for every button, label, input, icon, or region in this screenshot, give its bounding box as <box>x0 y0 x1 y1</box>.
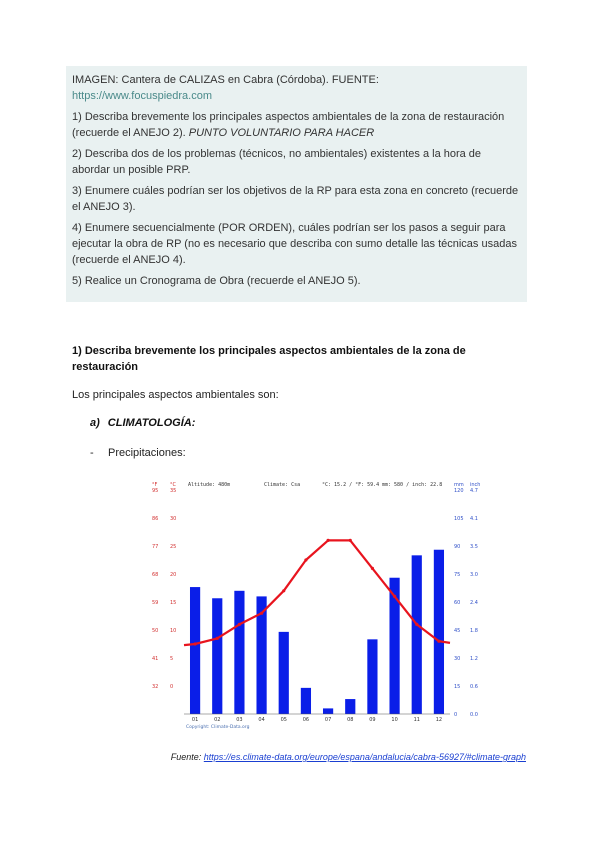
precip-bar <box>345 699 355 714</box>
question-2: 2) Describa dos de los problemas (técnicos, no ambientales) existentes a la hora de abordar un posible PRP. <box>72 148 482 176</box>
ytick-f: 41 <box>152 656 159 662</box>
ytick-inch: 0.6 <box>470 684 478 690</box>
temperature-point <box>371 567 374 570</box>
precip-bar <box>412 555 422 714</box>
bullet-text: Precipitaciones: <box>108 447 186 459</box>
unit-f: °F <box>152 482 158 488</box>
ytick-inch: 4.1 <box>470 516 478 522</box>
ytick-c: 25 <box>170 544 177 550</box>
xtick-label: 08 <box>347 717 354 723</box>
precip-bar <box>367 639 377 714</box>
xtick-label: 11 <box>413 717 420 723</box>
precip-bar <box>434 550 444 714</box>
chart-precip: mm: 580 / inch: 22.8 <box>382 482 443 488</box>
precip-bar <box>212 598 222 714</box>
ytick-f: 95 <box>152 488 159 494</box>
ytick-mm: 60 <box>454 600 461 606</box>
ytick-inch: 1.8 <box>470 628 478 634</box>
temperature-point <box>415 623 418 626</box>
ytick-f: 77 <box>152 544 159 550</box>
temperature-point <box>304 558 307 561</box>
temperature-point <box>349 539 352 542</box>
xtick-label: 07 <box>324 717 332 723</box>
ytick-c: 35 <box>170 488 177 494</box>
image-caption <box>72 72 521 104</box>
ytick-inch: 1.2 <box>470 656 478 662</box>
section-title: 1) Describa brevemente los principales aspectos ambientales de la zona de restauración <box>72 345 466 373</box>
temperature-point <box>282 589 285 592</box>
chart-copyright: Copyright: Climate-Data.org <box>186 725 250 730</box>
subsection-heading <box>90 417 195 429</box>
xtick-label: 01 <box>191 717 199 723</box>
subsection-title: CLIMATOLOGÍA: <box>107 417 196 429</box>
ytick-inch: 3.0 <box>470 572 478 578</box>
ytick-c: 10 <box>170 628 177 634</box>
ytick-mm: 105 <box>454 516 464 522</box>
xtick-label: 10 <box>391 717 398 723</box>
temperature-point <box>238 623 241 626</box>
intro-text: Los principales aspectos ambientales son: <box>72 389 279 401</box>
subsection-label: a) <box>90 417 100 429</box>
image-link[interactable]: https://www.focuspiedra.com <box>72 90 213 102</box>
source-prefix: Fuente: <box>170 752 202 762</box>
ytick-f: 50 <box>152 628 159 634</box>
ytick-mm: 30 <box>454 656 461 662</box>
precip-bar <box>279 632 289 714</box>
question-5: 5) Realice un Cronograma de Obra (recuerde el ANEJO 5). <box>72 275 361 287</box>
xtick-label: 12 <box>435 717 443 723</box>
xtick-label: 04 <box>258 717 265 723</box>
temperature-point <box>260 612 263 615</box>
ytick-c: 15 <box>170 600 177 606</box>
precip-bar <box>389 578 399 714</box>
unit-mm: mm <box>454 482 464 488</box>
ytick-c: 30 <box>170 516 177 522</box>
ytick-inch: 2.4 <box>470 600 478 606</box>
chart-temps: °C: 15.2 / °F: 59.4 <box>322 482 380 488</box>
ytick-mm: 120 <box>454 488 464 494</box>
chart-altitude: Altitude: 480m <box>188 482 231 488</box>
ytick-c: 20 <box>170 572 177 578</box>
xtick-label: 06 <box>302 717 310 723</box>
source-link[interactable]: https://es.climate-data.org/europe/espana/andalucia/cabra-56927/#climate-graph <box>203 752 526 762</box>
ytick-inch: 3.5 <box>470 544 478 550</box>
ytick-c: 0 <box>170 684 174 690</box>
bullet-dash: - <box>90 447 94 459</box>
xtick-label: 02 <box>214 717 221 723</box>
unit-c: °C <box>170 482 176 488</box>
precip-bar <box>190 587 200 714</box>
ytick-mm: 15 <box>454 684 461 690</box>
ytick-mm: 90 <box>454 544 461 550</box>
unit-inch: inch <box>470 482 481 488</box>
ytick-f: 32 <box>152 684 159 690</box>
ytick-f: 86 <box>152 516 159 522</box>
ytick-c: 5 <box>170 656 174 662</box>
xtick-label: 03 <box>236 717 243 723</box>
question-4: 4) Enumere secuencialmente (POR ORDEN), cuáles podrían ser los pasos a seguir para ejecutar la obra de RP (no es necesario que describa con sumo detalle las técnicas usadas (recuerde el ANEJO 4). <box>72 222 517 266</box>
climate-chart <box>140 474 486 736</box>
chart-climate: Climate: Csa <box>264 482 301 488</box>
ytick-inch: 0.0 <box>470 712 478 718</box>
xtick-label: 05 <box>280 717 287 723</box>
ytick-mm: 75 <box>454 572 461 578</box>
ytick-mm: 45 <box>454 628 461 634</box>
temperature-point <box>326 539 329 542</box>
ytick-f: 68 <box>152 572 159 578</box>
precip-bar <box>234 591 244 714</box>
temperature-point <box>437 640 440 643</box>
temperature-point <box>216 637 219 640</box>
question-1: 1) Describa brevemente los principales aspectos ambientales de la zona de restauración (recuerde el ANEJO 2). PUNTO VOLUNTARIO PARA HACER <box>72 111 505 139</box>
question-3: 3) Enumere cuáles podrían ser los objetivos de la RP para esta zona en concreto (recuerde el ANEJO 3). <box>72 185 519 213</box>
image-line: IMAGEN: Cantera de CALIZAS en Cabra (Córdoba). FUENTE: <box>72 74 379 86</box>
ytick-inch: 4.7 <box>470 488 478 494</box>
ytick-f: 59 <box>152 600 159 606</box>
ytick-mm: 0 <box>454 712 458 718</box>
source-line <box>171 752 526 762</box>
precip-bar <box>323 708 333 714</box>
xtick-label: 09 <box>369 717 376 723</box>
temperature-point <box>193 642 196 645</box>
question-1-note: PUNTO VOLUNTARIO PARA HACER <box>188 127 375 139</box>
precip-bar <box>301 688 311 714</box>
assignment-box <box>66 66 527 302</box>
temperature-point <box>393 595 396 598</box>
bullet-item <box>90 447 186 459</box>
